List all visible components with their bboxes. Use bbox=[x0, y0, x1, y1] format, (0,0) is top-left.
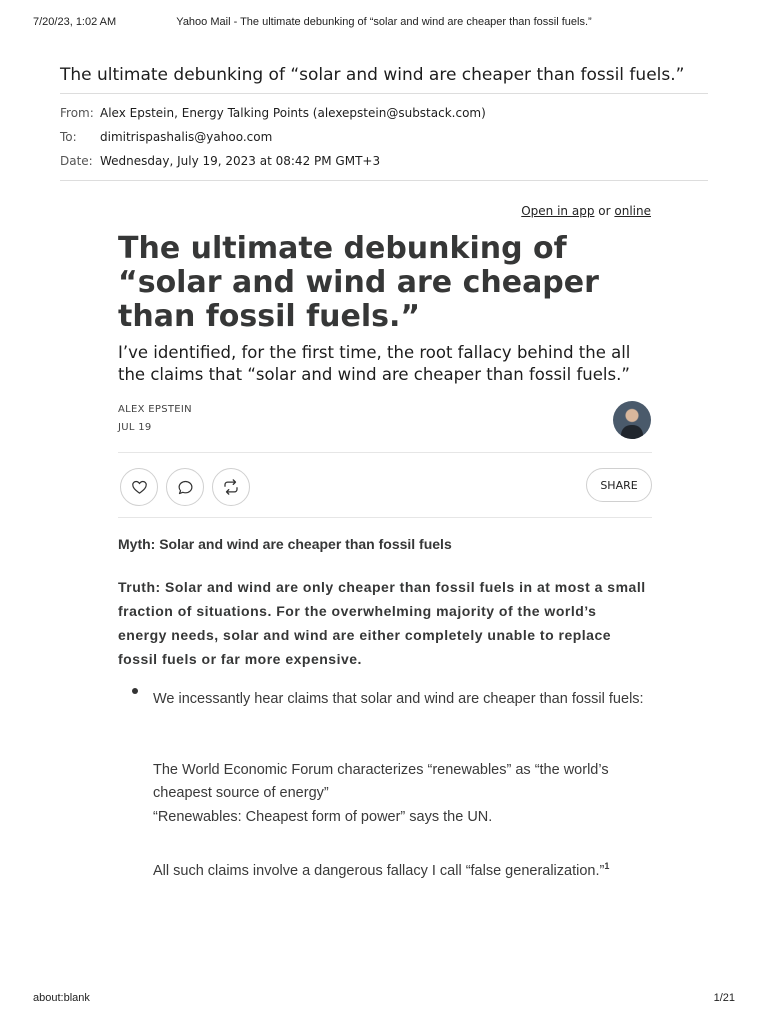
from-row bbox=[60, 106, 486, 120]
truth-statement: Truth: Solar and wind are only cheaper than fossil fuels in at most a small fraction of situations. For the overwhelming majority of the world’s energy needs, solar and wind are either completely unable to replace fossil fuels or far more expensive. bbox=[118, 579, 646, 667]
un-quote: “Renewables: Cheapest form of power” says the UN. bbox=[153, 809, 493, 825]
heart-icon bbox=[131, 479, 148, 496]
to-row bbox=[60, 130, 272, 144]
post-title: The ultimate debunking of “solar and wind are cheaper than fossil fuels.” bbox=[118, 231, 599, 334]
wef-quote: The World Economic Forum characterizes “renewables” as “the world’s cheapest source of energy” bbox=[153, 762, 609, 801]
post-subtitle: I’ve identified, for the first time, the root fallacy behind the all the claims that “solar and wind are cheaper than fossil fuels.” bbox=[118, 343, 631, 384]
from-value: Alex Epstein, Energy Talking Points (alexepstein@substack.com) bbox=[100, 106, 486, 120]
to-label: To: bbox=[60, 130, 77, 144]
open-online-link[interactable]: online bbox=[614, 204, 651, 218]
list-bullet bbox=[132, 688, 138, 694]
fallacy-paragraph bbox=[153, 855, 653, 883]
myth-statement: Myth: Solar and wind are cheaper than fossil fuels bbox=[118, 536, 452, 552]
bullet-text: We incessantly hear claims that solar and wind are cheaper than fossil fuels: bbox=[153, 691, 644, 707]
like-button[interactable] bbox=[120, 468, 158, 506]
avatar[interactable] bbox=[613, 401, 651, 439]
divider bbox=[60, 180, 708, 181]
email-subject: The ultimate debunking of “solar and wind are cheaper than fossil fuels.” bbox=[60, 65, 685, 85]
comment-button[interactable] bbox=[166, 468, 204, 506]
divider bbox=[118, 452, 652, 453]
date-label: Date: bbox=[60, 154, 93, 168]
print-page-number: 1/21 bbox=[713, 992, 735, 1004]
open-links bbox=[521, 204, 651, 218]
divider bbox=[118, 517, 652, 518]
footnote-ref[interactable]: 1 bbox=[604, 861, 610, 871]
author-name[interactable]: ALEX EPSTEIN bbox=[118, 404, 192, 415]
print-page-title: Yahoo Mail - The ultimate debunking of “solar and wind are cheaper than fossil fuels.” bbox=[176, 16, 592, 28]
print-datetime: 7/20/23, 1:02 AM bbox=[33, 16, 117, 28]
restack-icon bbox=[222, 478, 240, 496]
print-url: about:blank bbox=[33, 992, 90, 1004]
share-button[interactable]: SHARE bbox=[586, 468, 652, 502]
date-row bbox=[60, 154, 380, 168]
fallacy-text: All such claims involve a dangerous fallacy I call “false generalization.” bbox=[153, 862, 605, 879]
post-date: JUL 19 bbox=[118, 422, 152, 433]
comment-icon bbox=[177, 479, 194, 496]
date-value: Wednesday, July 19, 2023 at 08:42 PM GMT+3 bbox=[100, 154, 381, 168]
or-text: or bbox=[598, 204, 611, 218]
open-in-app-link[interactable]: Open in app bbox=[521, 204, 595, 218]
from-label: From: bbox=[60, 106, 94, 120]
restack-button[interactable] bbox=[212, 468, 250, 506]
to-value: dimitrispashalis@yahoo.com bbox=[100, 130, 273, 144]
divider bbox=[60, 93, 708, 94]
